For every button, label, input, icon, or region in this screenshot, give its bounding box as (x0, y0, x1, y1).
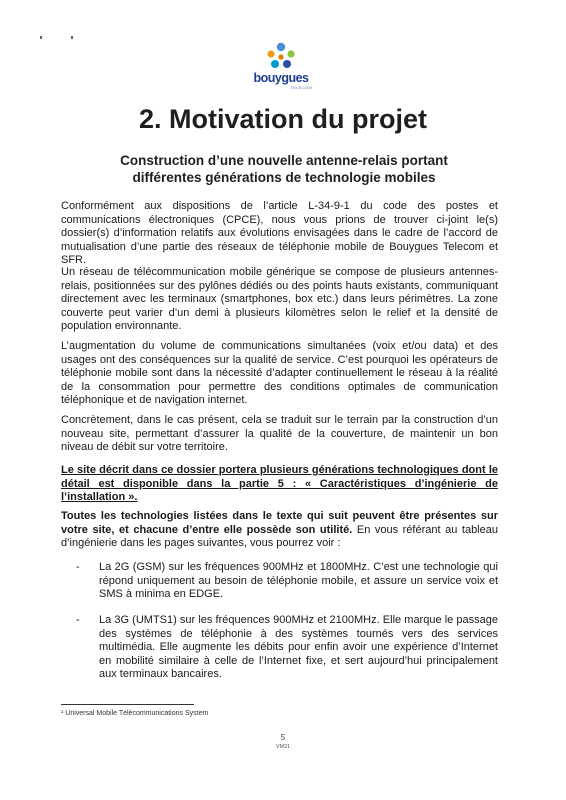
footnote: ¹ Universal Mobile Télécommunications System (61, 710, 209, 717)
bouygues-dots-icon (264, 42, 298, 72)
page-code: VM21 (275, 744, 291, 750)
paragraph-network: Un réseau de télécommunication mobile générique se compose de plusieurs antennes-relais, positionnées sur des pylônes dédiés ou des points hauts existants, communiquant directement avec les terminaux (smartphones, box etc.) dans leurs périmètres. La zone couverte peut varier d’un demi à plusieurs kilomètres selon le relief et la densité de population environnante. (61, 266, 498, 333)
bullet-dash: - (76, 614, 80, 626)
page-title: 2. Motivation du projet (139, 104, 427, 134)
bouygues-logo (250, 42, 312, 92)
page-number: 5 (280, 733, 286, 742)
scan-mark (40, 36, 42, 39)
footnote-divider (61, 704, 194, 705)
bullet-text-2g: La 2G (GSM) sur les fréquences 900MHz et 1800MHz. C’est une technologie qui répond uniquement au besoin de téléphonie mobile, et assure un service voix et SMS à minima en EDGE. (99, 561, 498, 601)
tech-intro-bold: Toutes les technologies listées dans le texte qui suit peuvent être présentes sur votre site, et chacune d’entre elle possède son utilité. (61, 510, 498, 536)
paragraph-cpce: Conformément aux dispositions de l’article L-34-9-1 du code des postes et communications électroniques (CPCE), nous vous prions de trouver ci-joint le(s) dossier(s) d’information relatifs aux évolutions envisagées dans le cadre de l’accord de mutualisation d’une partie des réseaux de téléphonie mobile de Bouygues Telecom et SFR. (61, 200, 498, 267)
paragraph-volume: L’augmentation du volume de communications simultanées (voix et/ou data) et des usages ont des conséquences sur la qualité de service. C’est pourquoi les opérateurs de téléphonie mobile sont dans la nécessité d’adapter continuellement le réseau à la réalité de la consommation pour permettre des conditions optimales de communication téléphonique et de navigation internet. (61, 340, 498, 407)
scan-mark (71, 36, 73, 39)
logo-wordmark: bouygues (253, 71, 309, 85)
bullet-text-3g: La 3G (UMTS1) sur les fréquences 900MHz et 2100MHz. Elle marque le passage des systèmes de téléphonie à des systèmes tournés vers des services multimédia. Elle augmente les débits pour enfin avoir une expérience d’Internet en mobilité similaire à celle de l’Internet fixe, et sert aujourd’hui principalement aux terminaux bancaires. (99, 614, 498, 681)
page-subtitle: Construction d’une nouvelle antenne-relais portant différentes générations de technologie mobiles (120, 153, 448, 185)
highlight-paragraph: Le site décrit dans ce dossier portera plusieurs générations technologiques dont le détail est disponible dans la partie 5 : « Caractéristiques d’ingénierie de l’installation ». (61, 464, 498, 504)
tech-intro-paragraph (61, 510, 498, 551)
paragraph-concretement: Concrètement, dans le cas présent, cela se traduit sur le terrain par la construction d’un nouveau site, permettant d’assurer la qualité de la couverture, de maintenir un bon niveau de débit sur votre territoire. (61, 414, 498, 454)
bullet-dash: - (76, 561, 80, 573)
logo-subtext: TELECOM (290, 85, 312, 90)
tech-intro-rest: En vous référant au tableau d’ingénierie dans les pages suivantes, vous pourrez voir : (61, 523, 498, 550)
